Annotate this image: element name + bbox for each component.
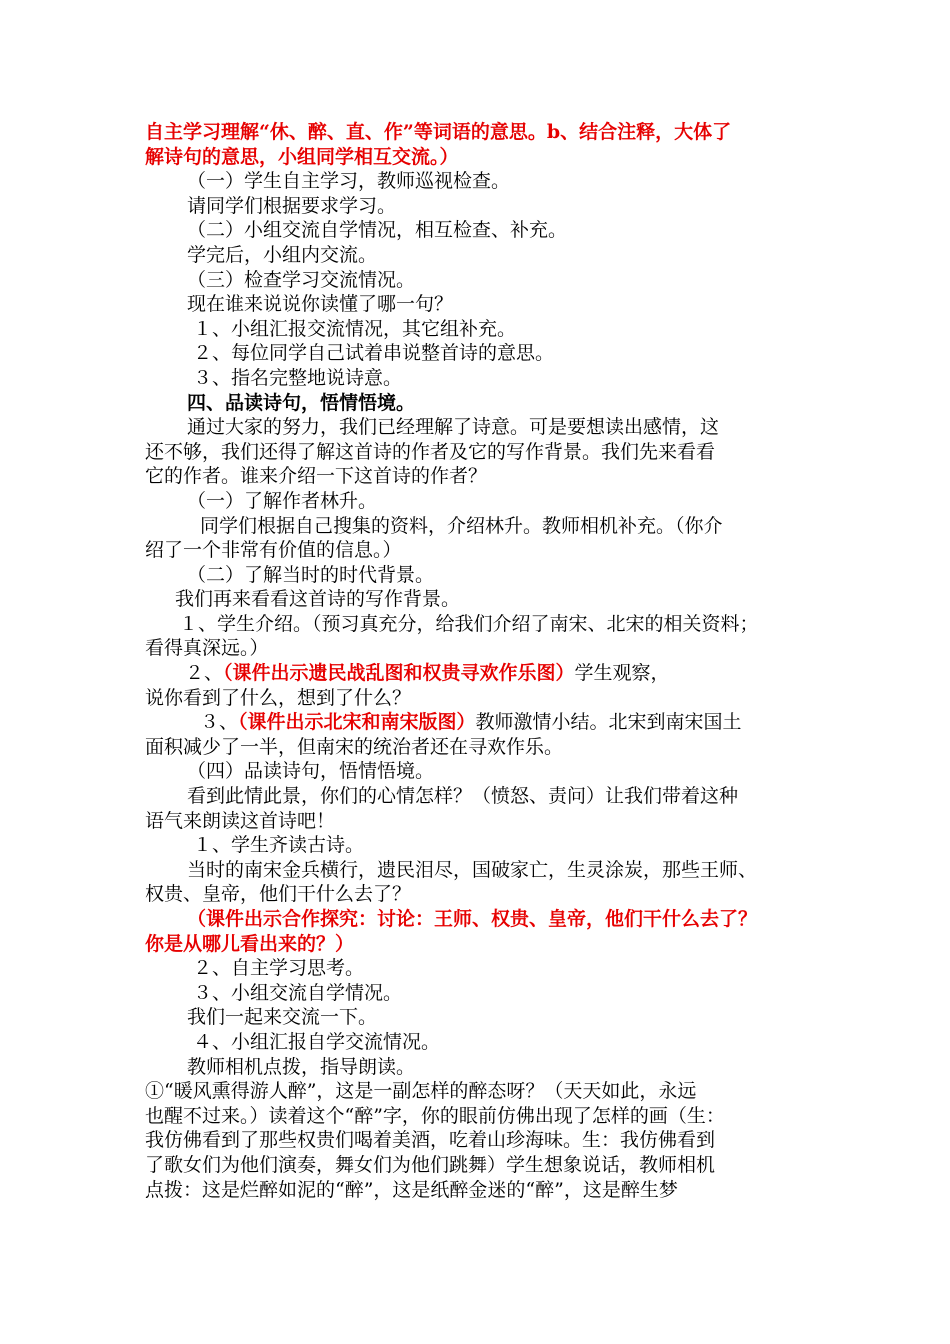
paragraph-line: 点拨：这是烂醉如泥的“醉”，这是纸醉金迷的“醉”，这是醉生梦	[145, 1178, 678, 1201]
courseware-note: （课件出示遗民战乱图和权贵寻欢作乐图）	[223, 662, 575, 685]
paragraph-line: 现在谁来说说你读懂了哪一句？	[187, 293, 454, 316]
list-item: ３、小组交流自学情况。	[193, 981, 403, 1004]
item-number: ３、	[200, 711, 239, 734]
paragraph-line: 解诗句的意思，小组同学相互交流。）	[145, 145, 459, 168]
list-item: ２、自主学习思考。	[193, 957, 365, 980]
paragraph-line: 我仿佛看到了那些权贵们喝着美酒，吃着山珍海味。生：我仿佛看到	[145, 1129, 716, 1152]
list-item: １、小组汇报交流情况，其它组补充。	[193, 317, 517, 340]
paragraph-line: 它的作者。谁来介绍一下这首诗的作者？	[145, 465, 488, 488]
paragraph-line: （二）小组交流自学情况，相互检查、补充。	[187, 219, 568, 242]
paragraph-line: 通过大家的努力，我们已经理解了诗意。可是要想读出感情，这	[187, 416, 720, 439]
courseware-note: （课件出示北宋和南宋版图）	[238, 711, 476, 734]
item-number: ２、	[185, 662, 224, 685]
list-item	[145, 661, 815, 686]
item-text: 学生观察，	[574, 662, 670, 685]
paragraph-line: （一）学生自主学习，教师巡视检查。	[187, 170, 511, 193]
paragraph-line: 学完后，小组内交流。	[187, 243, 378, 266]
list-item: ２、每位同学自己试着串说整首诗的意思。	[193, 342, 555, 365]
paragraph-line: 绍了一个非常有价值的信息。）	[145, 539, 402, 562]
paragraph-line: （二）了解当时的时代背景。	[187, 563, 435, 586]
paragraph-line: 请同学们根据要求学习。	[187, 194, 397, 217]
list-item: ４、小组汇报自学交流情况。	[193, 1030, 441, 1053]
paragraph-line: 当时的南宋金兵横行，遗民泪尽，国破家亡，生灵涂炭，那些王师、	[187, 858, 758, 881]
list-item: １、学生齐读古诗。	[193, 834, 365, 857]
paragraph-line: 看到此情此景，你们的心情怎样？（愤怒、责问）让我们带着这种	[187, 785, 739, 808]
list-item: １、学生介绍。（预习真充分，给我们介绍了南宋、北宋的相关资料；	[179, 612, 759, 635]
item-text: 教师激情小结。北宋到南宋国土	[475, 711, 742, 734]
paragraph-line: （四）品读诗句，悟情悟境。	[187, 760, 435, 783]
list-item	[145, 710, 815, 735]
courseware-note: 你是从哪儿看出来的？）	[145, 932, 355, 955]
document-body	[145, 120, 815, 1202]
paragraph-line: 还不够，我们还得了解这首诗的作者及它的写作背景。我们先来看看	[145, 440, 716, 463]
courseware-note: （课件出示合作探究：讨论：王师、权贵、皇帝，他们干什么去了？	[187, 908, 758, 930]
paragraph-line: （一）了解作者林升。	[187, 489, 378, 512]
paragraph-line: 权贵、皇帝，他们干什么去了？	[145, 883, 412, 906]
paragraph-line: 我们一起来交流一下。	[187, 1006, 378, 1029]
list-item: ３、指名完整地说诗意。	[193, 366, 403, 389]
paragraph-line: 看得真深远。）	[145, 637, 269, 660]
paragraph-line: （三）检查学习交流情况。	[187, 268, 416, 291]
paragraph-line: 了歌女们为他们演奏，舞女们为他们跳舞）学生想象说话，教师相机	[145, 1153, 716, 1176]
paragraph-line: 说你看到了什么，想到了什么？	[145, 686, 412, 709]
paragraph-line: 语气来朗读这首诗吧！	[145, 809, 336, 832]
paragraph-line: 面积减少了一半，但南宋的统治者还在寻欢作乐。	[145, 735, 564, 758]
section-heading: 四、品读诗句，悟情悟境。	[187, 391, 416, 414]
paragraph-line: ①“暖风熏得游人醉”，这是一副怎样的醉态呀？（天天如此，永远	[145, 1080, 697, 1103]
paragraph-line: 同学们根据自己搜集的资料，介绍林升。教师相机补充。（你介	[200, 514, 723, 537]
paragraph-line: 也醒不过来。）读着这个“醉”字，你的眼前仿佛出现了怎样的画（生：	[145, 1104, 725, 1127]
paragraph-line: 自主学习理解“休、醉、直、作”等词语的意思。b、结合注释，大体了	[145, 121, 732, 143]
paragraph-line: 教师相机点拨，指导朗读。	[187, 1055, 416, 1078]
paragraph-line: 我们再来看看这首诗的写作背景。	[175, 588, 461, 611]
